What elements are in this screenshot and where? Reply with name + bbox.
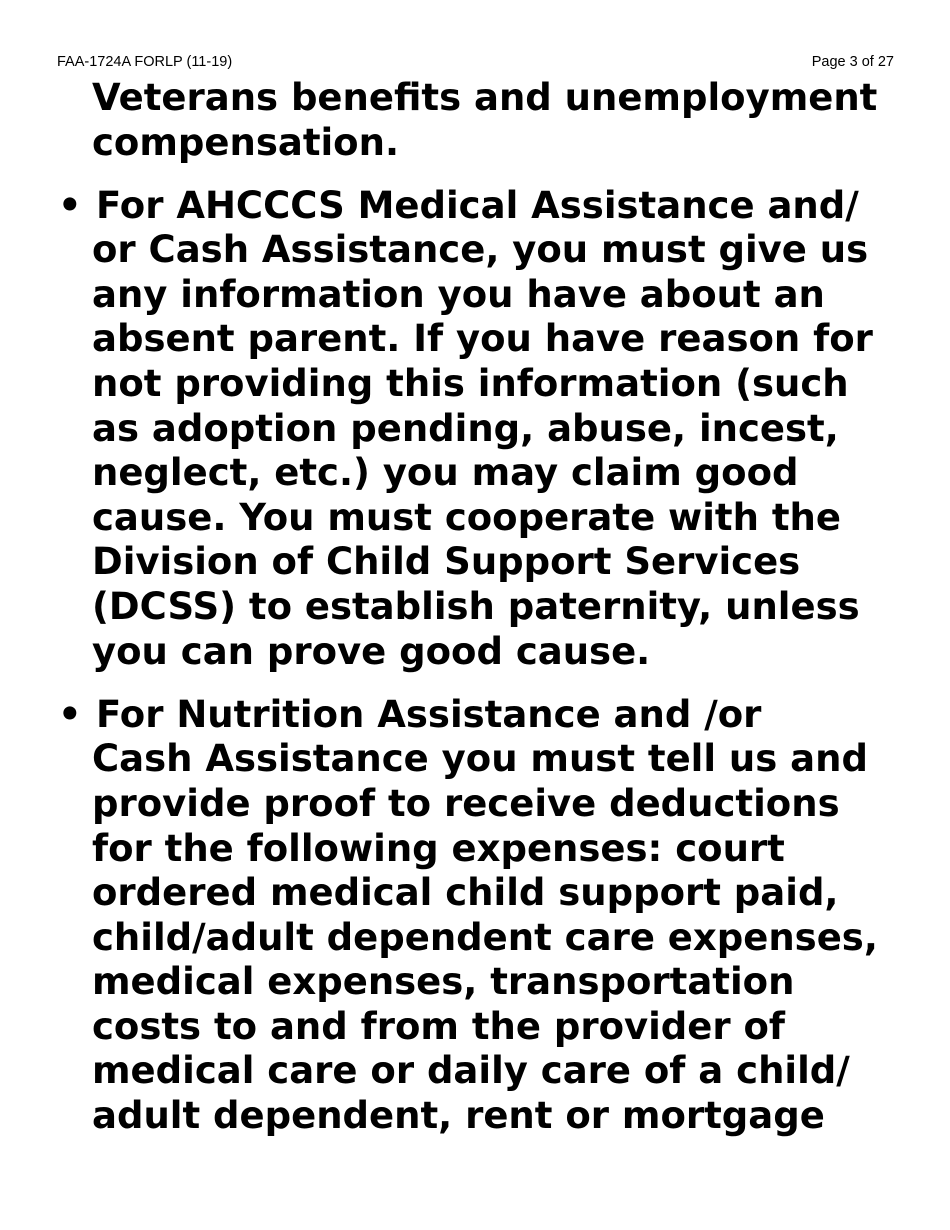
text-line: compensation. [92,120,400,164]
text-line: medical expenses, transportation [92,960,795,1004]
text-line: child/adult dependent care expenses, [92,915,878,959]
text-line: you can prove good cause. [92,629,651,673]
document-body [0,76,950,1139]
text-line: not providing this information (such [92,362,849,406]
page-number: Page 3 of 27 [811,54,894,70]
text-line: cause. You must cooperate with the [92,495,841,539]
form-id: FAA-1724A FORLP (11-19) [57,54,233,70]
text-line: any information you have about an [92,272,825,316]
bullet-icon: • [58,183,82,227]
bullet-item-deductions [0,693,950,1139]
text-line: Division of Child Support Services [92,540,801,584]
text-line: Cash Assistance you must tell us and [92,737,868,781]
text-line: medical care or daily care of a child/ [92,1049,850,1093]
continued-paragraph [0,76,950,165]
text-line: neglect, etc.) you may claim good [92,451,799,495]
text-line: for the following expenses: court [92,826,785,870]
text-line: absent parent. If you have reason for [92,317,873,361]
text-line: costs to and from the provider of [92,1004,786,1048]
bullet-icon: • [58,692,82,736]
text-line: For AHCCCS Medical Assistance and/ [96,183,859,227]
text-line: For Nutrition Assistance and /or [96,692,762,736]
text-line: ordered medical child support paid, [92,871,839,915]
text-line: or Cash Assistance, you must give us [92,228,869,272]
text-line: (DCSS) to establish paternity, unless [92,585,860,629]
text-line: as adoption pending, abuse, incest, [92,406,839,450]
text-line: provide proof to receive deductions [92,781,840,825]
text-line: adult dependent, rent or mortgage [92,1094,825,1138]
bullet-item-absent-parent [0,184,950,675]
text-line: Veterans benefits and unemployment [92,76,878,119]
page-header [57,52,894,72]
